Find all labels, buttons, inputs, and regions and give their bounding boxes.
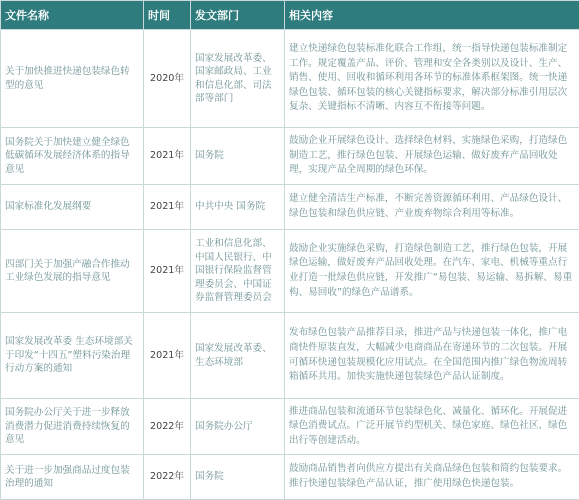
doc-name-cell: 国务院关于加快建立健全绿色低碳循环发展经济体系的指导意见 bbox=[1, 128, 144, 185]
table-row bbox=[1, 30, 579, 128]
table-row bbox=[1, 230, 579, 313]
content-cell: 发布绿色包装产品推荐目录，推进产品与快递包装一体化，推广电商快件原装直发，大幅减少电商商品在寄递环节的二次包装。开展可循环快递包装规模化应用试点。在全国范围内推广绿色物流周转箱循环共用。加快实施快递包装绿色产品认证制度。 bbox=[285, 313, 579, 399]
dept-cell: 国务院办公厅 bbox=[191, 399, 285, 455]
table-row bbox=[1, 455, 579, 500]
doc-name-cell: 国家标准化发展纲要 bbox=[1, 185, 144, 230]
content-cell: 建立快递绿色包装标准化联合工作组，统一指导快递包装标准制定工作。规定覆盖产品、评价、管理和安全各类别以及设计、生产、销售、使用、回收和循环利用各环节的标准体系框架图。统一快递绿色包装、循环包装的核心关键指标要求，解决部分标准引用层次复杂、关键指标不清晰、内容互不衔接等问题。 bbox=[285, 30, 579, 128]
header-row bbox=[1, 1, 579, 30]
dept-cell: 国家发展改革委、国家邮政局、工业和信息化部、司法部等部门 bbox=[191, 30, 285, 128]
table-row bbox=[1, 185, 579, 230]
content-cell: 鼓励企业实施绿色采购，打造绿色制造工艺，推行绿色包装，开展绿色运输，做好废弃产品回收处理。在汽车、家电、机械等重点行业打造一批绿色供应链，开发推广“易包装、易运输、易拆解、易重构、易回收”的绿色产品谱系。 bbox=[285, 230, 579, 313]
header-related-content: 相关内容 bbox=[285, 1, 579, 30]
content-cell: 鼓励商品销售者向供应方提出有关商品绿色包装和简约包装要求。推行快递包装绿色产品认证，推广使用绿色快递包装。 bbox=[285, 455, 579, 500]
year-cell: 2020年 bbox=[144, 30, 191, 128]
doc-name-cell: 关于进一步加强商品过度包装治理的通知 bbox=[1, 455, 144, 500]
header-time: 时间 bbox=[144, 1, 191, 30]
year-cell: 2021年 bbox=[144, 185, 191, 230]
year-cell: 2022年 bbox=[144, 399, 191, 455]
year-cell: 2021年 bbox=[144, 128, 191, 185]
content-cell: 推进商品包装和流通环节包装绿色化、减量化、循环化。开展促进绿色消费试点。广泛开展节约型机关、绿色家庭、绿色社区、绿色出行等创建活动。 bbox=[285, 399, 579, 455]
table-row bbox=[1, 399, 579, 455]
dept-cell: 国务院 bbox=[191, 455, 285, 500]
dept-cell: 工业和信息化部、中国人民银行、中国银行保险监督管理委员会、中国证券监督管理委员会 bbox=[191, 230, 285, 313]
dept-cell: 国家发展改革委、生态环境部 bbox=[191, 313, 285, 399]
doc-name-cell: 关于加快推进快递包装绿色转型的意见 bbox=[1, 30, 144, 128]
table-row bbox=[1, 313, 579, 399]
content-cell: 鼓励企业开展绿色设计、选择绿色材料、实施绿色采购，打造绿色制造工艺，推行绿色包装、开展绿色运输、做好废弃产品回收处理，实现产品全周期的绿色环保。 bbox=[285, 128, 579, 185]
header-issuing-dept: 发文部门 bbox=[191, 1, 285, 30]
year-cell: 2022年 bbox=[144, 455, 191, 500]
header-doc-name: 文件名称 bbox=[1, 1, 144, 30]
doc-name-cell: 国家发展改革委 生态环境部关于印发“十四五”塑料污染治理行动方案的通知 bbox=[1, 313, 144, 399]
dept-cell: 中共中央 国务院 bbox=[191, 185, 285, 230]
content-cell: 建立健全清洁生产标准，不断完善资源循环利用、产品绿色设计、绿色包装和绿色供应链、产业废弃物综合利用等标准。 bbox=[285, 185, 579, 230]
dept-cell: 国务院 bbox=[191, 128, 285, 185]
year-cell: 2021年 bbox=[144, 230, 191, 313]
doc-name-cell: 国务院办公厅关于进一步释放消费潜力促进消费持续恢复的意见 bbox=[1, 399, 144, 455]
doc-name-cell: 四部门关于加强产融合作推动工业绿色发展的指导意见 bbox=[1, 230, 144, 313]
table-row bbox=[1, 128, 579, 185]
year-cell: 2021年 bbox=[144, 313, 191, 399]
